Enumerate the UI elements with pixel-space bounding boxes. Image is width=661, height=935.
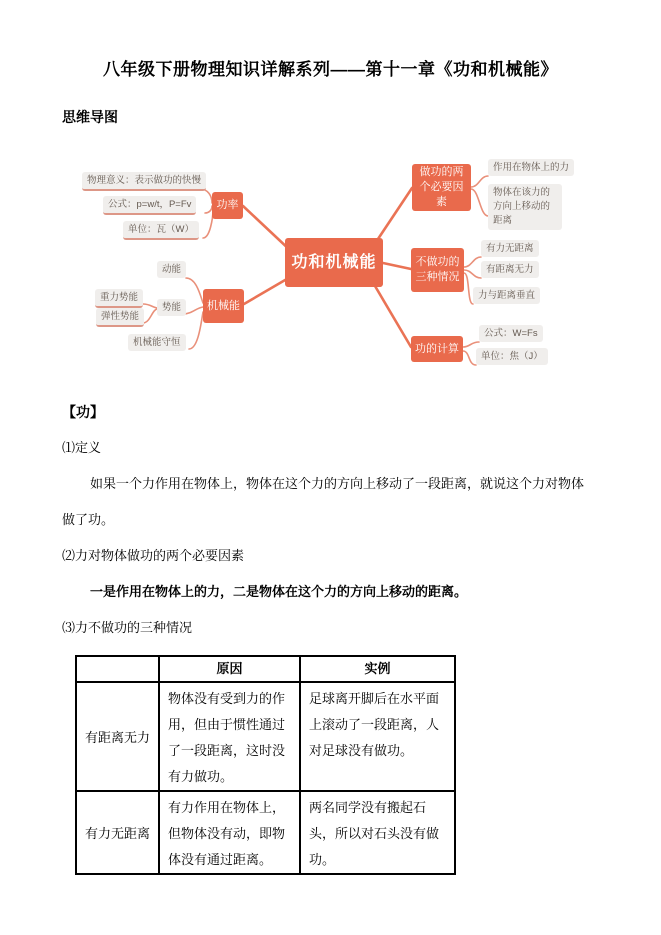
row-reason: 物体没有受到力的作用，但由于惯性通过了一段距离，这时没有力做功。: [159, 682, 300, 791]
no-work-table: [75, 655, 456, 875]
mindmap-node-no-work-cases: 不做功的三种情况: [411, 248, 464, 292]
row-label: 有力无距离: [76, 791, 159, 874]
definition-text-line1: 如果一个力作用在物体上，物体在这个力的方向上移动了一段距离，就说这个力对物体: [90, 476, 585, 491]
definition-item: ⑴定义: [62, 440, 102, 455]
mindmap-leaf-power-meaning: 物理意义：表示做功的快慢: [82, 172, 206, 191]
mindmap-leaf-power-unit: 单位：瓦（W）: [123, 221, 199, 240]
section-heading: 思维导图: [62, 109, 118, 125]
mindmap-diagram: [62, 148, 601, 390]
mindmap-node-root: 功和机械能: [285, 238, 383, 287]
table-row: [76, 791, 455, 874]
mindmap-node-power: 功率: [212, 192, 243, 219]
table-header-empty: [76, 656, 159, 682]
no-work-item: ⑶力不做功的三种情况: [62, 620, 193, 635]
body-content: [62, 394, 599, 646]
table-header-example: 实例: [300, 656, 455, 682]
table-header-reason: 原因: [159, 656, 300, 682]
mindmap-node-work-factors: 做功的两个必要因素: [412, 164, 471, 211]
row-example: 两名同学没有搬起石头，所以对石头没有做功。: [300, 791, 455, 874]
mindmap-leaf-work-formula: 公式：W=Fs: [479, 325, 543, 342]
mindmap-leaf-power-formula: 公式：p=w/t，P=Fv: [103, 196, 196, 215]
row-example: 足球离开脚后在水平面上滚动了一段距离，人对足球没有做功。: [300, 682, 455, 791]
mindmap-leaf-gravitational-pe: 重力势能: [95, 289, 143, 308]
mindmap-leaf-factor-force: 作用在物体上的力: [488, 159, 574, 176]
page-title: 八年级下册物理知识详解系列——第十一章《功和机械能》: [103, 60, 558, 79]
mindmap-leaf-force-perpendicular: 力与距离垂直: [473, 287, 540, 304]
two-factors-item: ⑵力对物体做功的两个必要因素: [62, 548, 245, 563]
mindmap-leaf-work-unit: 单位：焦（J）: [476, 348, 548, 365]
document-page: [0, 55, 661, 646]
work-heading: 【功】: [62, 404, 104, 420]
table-header-row: [76, 656, 455, 682]
mindmap-leaf-energy-conservation: 机械能守恒: [128, 334, 186, 351]
mindmap-leaf-kinetic-energy: 动能: [157, 261, 186, 278]
mindmap-leaf-distance-no-force: 有距离无力: [481, 261, 539, 278]
mindmap-node-work-calculation: 功的计算: [411, 336, 463, 362]
mindmap-leaf-potential-energy: 势能: [157, 299, 186, 316]
mindmap-node-mechanical-energy: 机械能: [203, 289, 244, 323]
definition-text-line2: 做了功。: [62, 512, 115, 527]
mindmap-leaf-factor-distance: 物体在该力的方向上移动的距离: [488, 184, 562, 230]
row-label: 有距离无力: [76, 682, 159, 791]
two-factors-bold-text: 一是作用在物体上的力，二是物体在这个力的方向上移动的距离。: [90, 584, 468, 599]
table-row: [76, 682, 455, 791]
mindmap-leaf-elastic-pe: 弹性势能: [96, 308, 144, 327]
row-reason: 有力作用在物体上，但物体没有动，即物体没有通过距离。: [159, 791, 300, 874]
mindmap-leaf-force-no-distance: 有力无距离: [481, 240, 539, 257]
